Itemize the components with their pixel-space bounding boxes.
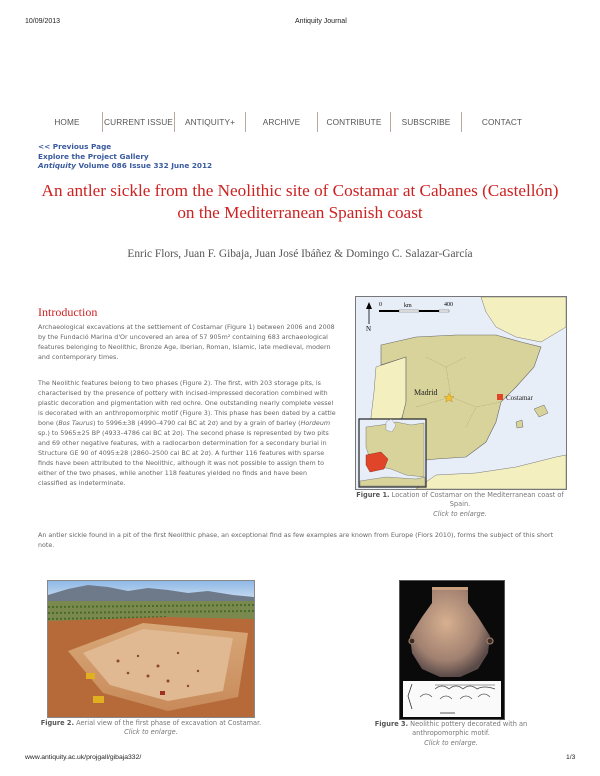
figure-3-photo[interactable] — [399, 580, 505, 720]
figure-1-caption — [345, 491, 575, 519]
article-title — [20, 180, 580, 224]
sub-links — [38, 142, 212, 171]
svg-text:0: 0 — [379, 302, 382, 308]
nav-antiquity-plus[interactable]: ANTIQUITY+ — [184, 117, 236, 127]
nav-contribute[interactable]: CONTRIBUTE — [326, 117, 382, 127]
caption-text: Aerial view of the first phase of excavation at Costamar. — [74, 719, 262, 727]
paragraph-2-text: sp.) to 5965±25 BP (4933–4786 cal BC at 2σ). The second phase is represented by two pits and 69 other negative features, with a radiocarbon determination for a secondary burial in Structure GE 90 of 4095±28 (2860–2500 cal BC at 2σ). A further 116 features with sparse finds have been attributed to the Neolithic, although it was not possible to assign them to either of the two phases, while another 118 features yielded no finds and have been classified as indeterminate. — [38, 430, 329, 488]
title-line-1: An antler sickle from the Neolithic site of Costamar at Cabanes (Castellón) — [41, 181, 559, 200]
species-name: Bos Taurus — [58, 420, 93, 428]
issue-details: Volume 086 Issue 332 June 2012 — [76, 161, 213, 171]
nav-archive[interactable]: ARCHIVE — [262, 117, 301, 127]
paragraph-2-text: ) to 5996±38 (4990–4790 cal BC at 2σ) and by a grain of barley ( — [92, 420, 301, 428]
nav-contact[interactable]: CONTACT — [481, 117, 523, 127]
paragraph-3: An antler sickle found in a pit of the first Neolithic phase, an exceptional find as few examples are known from Europe (Flors 2010), forms the subject of this short note. — [38, 532, 554, 550]
figure-label: Figure 3. — [374, 720, 409, 728]
svg-text:N: N — [366, 325, 372, 333]
project-gallery-link[interactable]: Explore the Project Gallery — [38, 151, 149, 161]
title-line-2: on the Mediterranean Spanish coast — [177, 203, 423, 222]
figure-label: Figure 2. — [40, 719, 74, 727]
article-authors: Enric Flors, Juan F. Gibaja, Juan José Ibáñez & Domingo C. Salazar-García — [127, 248, 473, 260]
click-to-enlarge-link[interactable]: Click to enlarge. — [433, 509, 487, 518]
figure-3-caption — [355, 720, 547, 748]
page-number: 1/3 — [566, 754, 576, 761]
previous-page-link[interactable]: << Previous Page — [38, 142, 112, 151]
print-date: 10/09/2013 — [25, 18, 61, 25]
figure-label: Figure 1. — [356, 491, 390, 499]
print-url: www.antiquity.ac.uk/projgall/gibaja332/ — [25, 754, 142, 761]
nav-home[interactable]: HOME — [54, 117, 80, 127]
figure-1-map[interactable] — [355, 296, 567, 490]
caption-text: Neolithic pottery decorated with an anthropomorphic motif. — [408, 720, 528, 738]
nav-current-issue[interactable]: CURRENT ISSUE — [104, 117, 173, 127]
nav-subscribe[interactable]: SUBSCRIBE — [401, 117, 451, 127]
map-illustration — [356, 297, 566, 489]
pottery-vessel-image — [400, 581, 504, 719]
print-page-title: Antiquity Journal — [295, 18, 347, 25]
paragraph-2-text: The Neolithic features belong to two phases (Figure 2). The first, with 203 storage pits, is characterised by the presence of pottery with incised-impressed decoration combined with plastic decoration and pigmentation with red ochre. One outstanding nearly complete vessel is decorated with an anthropomorphic motif (Figure 3). This phase has been dated by a cattle bone ( — [38, 380, 336, 428]
svg-text:400: 400 — [444, 302, 453, 308]
figure-2-caption — [40, 719, 262, 738]
paragraph-2 — [38, 379, 338, 490]
species-name: Hordeum — [300, 420, 331, 428]
svg-text:km: km — [404, 303, 412, 309]
journal-name: Antiquity — [38, 161, 76, 171]
aerial-excavation-image — [48, 581, 254, 717]
paragraph-1: Archaeological excavations at the settlement of Costamar (Figure 1) between 2006 and 2008 by the Fundació Marina d'Or uncovered an area of 57 905m² containing 683 archaeological features belonging to Neolithic, Bronze Age, Iberian, Roman, Islamic, late medieval, modern and contemporary times. — [38, 324, 335, 362]
figure-2-photo[interactable] — [47, 580, 255, 718]
caption-text: Location of Costamar on the Mediterranean coast of Spain. — [389, 491, 564, 509]
click-to-enlarge-link[interactable]: Click to enlarge. — [424, 738, 478, 747]
click-to-enlarge-link[interactable]: Click to enlarge. — [124, 728, 178, 737]
svg-text:Madrid: Madrid — [414, 388, 438, 397]
main-nav — [32, 111, 600, 133]
issue-info — [38, 161, 212, 171]
section-heading: Introduction — [38, 305, 98, 319]
svg-text:Costamar: Costamar — [506, 394, 533, 402]
